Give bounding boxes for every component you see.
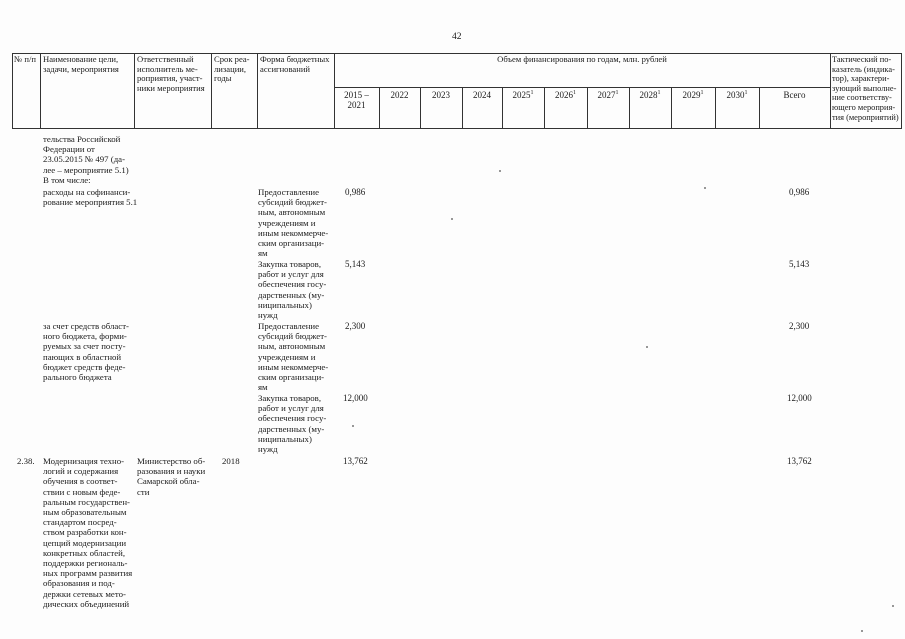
border-right [901, 53, 902, 129]
row3-number: 2.38. [17, 456, 35, 466]
row2b-form: Закупка товаров, работ и услуг для обеспечения госу- дарственных (му- ниципальных) нужд [258, 393, 327, 455]
year-2027: 2027$^1$ [597, 90, 619, 100]
row1b-form: Закупка товаров, работ и услуг для обеспечения госу- дарственных (му- ниципальных) нужд [258, 259, 327, 321]
header-no: № п/п [14, 54, 36, 64]
header-financing: Объем финансирования по годам, млн. рублей [497, 54, 667, 64]
scan-speck [352, 425, 354, 427]
row1b-total: 5,143 [789, 259, 810, 269]
row3-term: 2018 [222, 456, 240, 466]
year-2023: 2023 [432, 90, 450, 100]
row1a-value-2015-2021: 0,986 [345, 187, 366, 197]
scan-speck [499, 170, 501, 172]
header-bottom-border [12, 128, 902, 129]
table-header [12, 53, 902, 129]
row1b-value-2015-2021: 5,143 [345, 259, 366, 269]
page-number: 42 [452, 32, 462, 42]
row3-total: 13,762 [787, 456, 812, 466]
year-2026: 2026$^1$ [555, 90, 576, 100]
row2a-total: 2,300 [789, 321, 810, 331]
border-left [12, 53, 13, 129]
divider-name [134, 53, 135, 129]
header-responsible: Ответственный исполнитель ме- роприятия, участ- ники мероприятия [137, 54, 205, 93]
years-divider [334, 87, 830, 88]
row2a-form: Предоставление субсидий бюджет- ным, автономным учреждениям и иным некоммерче- ским организаци- ям [258, 321, 329, 393]
row3-responsible: Министерство об- разования и науки Самарской обла- сти [137, 456, 206, 497]
header-term: Срок реа- лизации, годы [214, 54, 250, 84]
row1a-form: Предоставление субсидий бюджет- ным, автономным учреждениям и иным некоммерче- ским организаци- ям [258, 187, 329, 259]
year-2028: 2028$^1$ [639, 90, 661, 100]
year-2015-2021: 2015 – 2021 [344, 90, 369, 110]
row3-name: Модернизация техно- логий и содержания обучения в соответ- ствии с новым феде- ральным государствен- ным образовательным стандартом посред- ством разработки кон- цепций модернизации конкретных областей, поддержки региональ- ных программ развития образования и под- держки сетевых мето- дических объединений [43, 456, 133, 609]
scan-speck [646, 346, 648, 348]
row2-name: за счет средств област- ного бюджета, форми- руемых за счет посту- пающих в областной бюджет средств феде- рального бюджета [43, 321, 129, 383]
year-2025: 2025$^1$ [512, 90, 534, 100]
row2b-total: 12,000 [787, 393, 812, 403]
row2b-value-2015-2021: 12,000 [343, 393, 368, 403]
scan-speck [892, 605, 894, 607]
year-2024: 2024 [473, 90, 491, 100]
header-form: Форма бюджетных ассигнований [260, 54, 330, 74]
row2a-value-2015-2021: 2,300 [345, 321, 366, 331]
year-2030: 2030$^1$ [726, 90, 748, 100]
year-2022: 2022 [390, 90, 409, 100]
row1-name: расходы на софинанси- рование мероприятия 5.1 [43, 187, 138, 208]
divider-indicator [830, 53, 831, 129]
divider-term [257, 53, 258, 129]
continued-item-name: тельства Российской Федерации от 23.05.2015 № 497 (да- лее – мероприятие 5.1) В том числе: [43, 134, 129, 185]
header-indicator: Тактический по- казатель (индика- тор), характери- зующий выполне- ние соответству- ющего мероприя- тия (мероприятий) [832, 55, 899, 122]
divider-resp [211, 53, 212, 129]
scan-speck [861, 630, 863, 632]
year-2029: 2029$^1$ [682, 90, 704, 100]
year-total: Всего [783, 90, 806, 100]
header-name: Наименование цели, задачи, мероприятия [43, 54, 119, 74]
divider-no [40, 53, 41, 129]
scan-speck [451, 218, 453, 220]
row1a-total: 0,986 [789, 187, 810, 197]
scan-speck [704, 187, 706, 189]
row3-value-2015-2021: 13,762 [343, 456, 368, 466]
